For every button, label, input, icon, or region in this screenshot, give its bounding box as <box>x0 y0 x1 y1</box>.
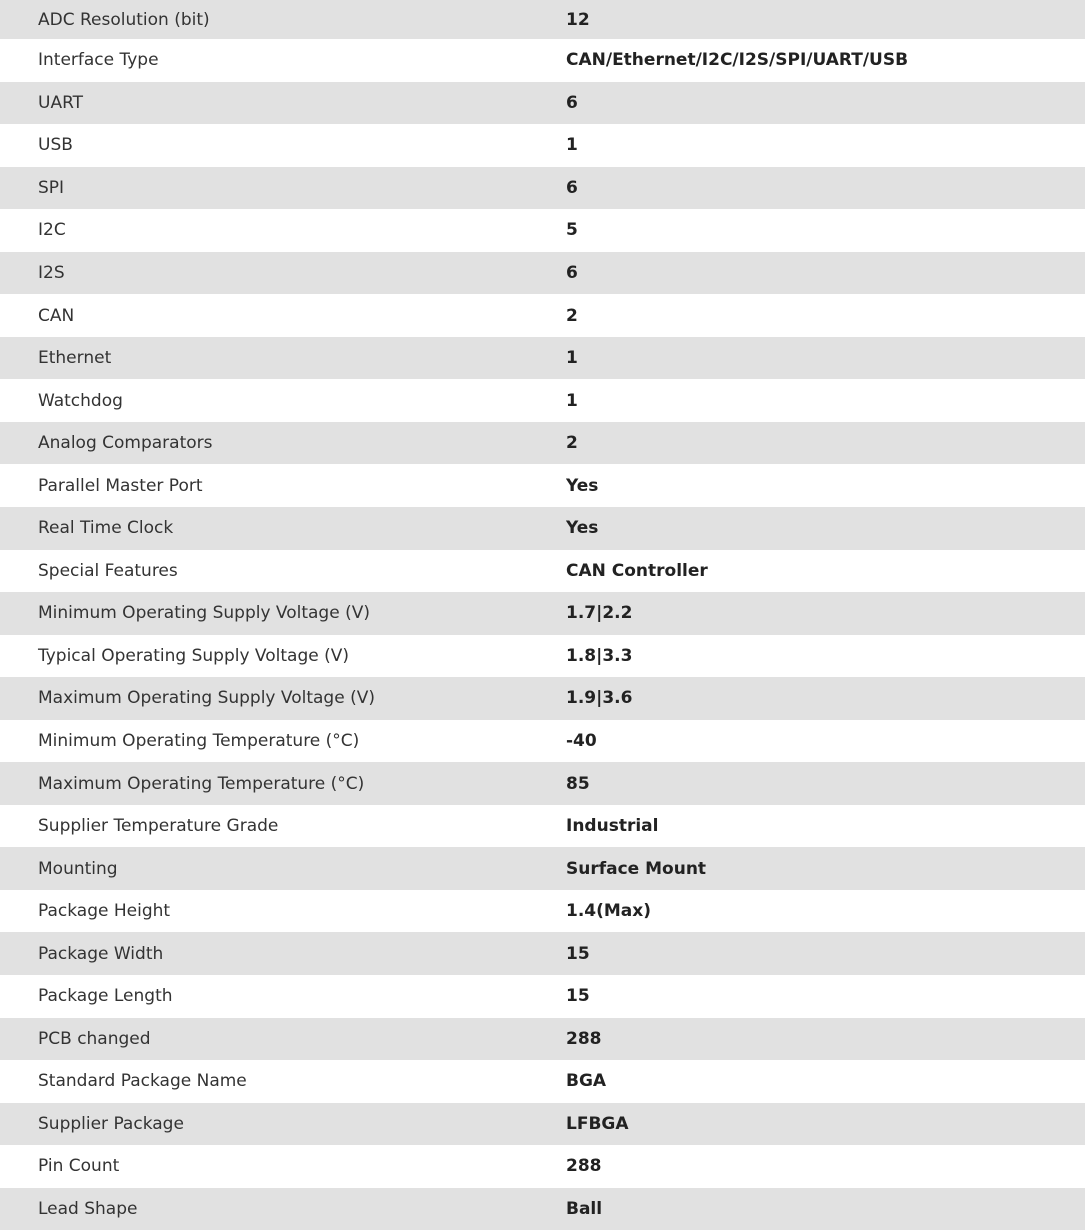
spec-attribute: Maximum Operating Temperature (°C) <box>38 773 365 794</box>
spec-value: 6 <box>566 263 578 283</box>
spec-row <box>0 1145 1085 1188</box>
spec-row <box>0 507 1085 550</box>
spec-row <box>0 379 1085 422</box>
spec-value: Ball <box>566 1199 603 1220</box>
spec-row <box>0 805 1085 848</box>
spec-attribute: USB <box>38 135 73 156</box>
spec-row <box>0 720 1085 763</box>
spec-attribute: Package Length <box>38 986 173 1007</box>
spec-row <box>0 762 1085 805</box>
spec-row <box>0 1018 1085 1061</box>
spec-row <box>0 550 1085 593</box>
spec-row <box>0 82 1085 125</box>
spec-row <box>0 422 1085 465</box>
spec-attribute: Supplier Package <box>38 1113 184 1134</box>
spec-attribute: Package Width <box>38 943 164 964</box>
spec-value: Yes <box>566 475 599 496</box>
spec-attribute: Pin Count <box>38 1156 120 1177</box>
spec-value: 6 <box>566 177 578 198</box>
spec-value: -40 <box>566 731 597 752</box>
spec-value: 288 <box>566 1028 602 1049</box>
spec-row <box>0 0 1085 39</box>
spec-row <box>0 1188 1085 1230</box>
spec-row <box>0 209 1085 252</box>
spec-value: 2 <box>566 433 578 454</box>
spec-value: 288 <box>566 1156 602 1177</box>
spec-attribute: Package Height <box>38 901 171 922</box>
spec-row <box>0 337 1085 380</box>
spec-value: 1 <box>566 348 578 369</box>
spec-attribute: Real Time Clock <box>38 518 174 539</box>
spec-attribute: Analog Comparators <box>38 433 213 454</box>
spec-value: BGA <box>566 1071 607 1092</box>
spec-row <box>0 677 1085 720</box>
spec-value: 1.4(Max) <box>566 901 652 922</box>
spec-attribute: Standard Package Name <box>38 1071 247 1092</box>
spec-attribute: Parallel Master Port <box>38 475 203 496</box>
spec-value: 5 <box>566 220 578 241</box>
spec-attribute: Ethernet <box>38 348 112 369</box>
spec-value: 12 <box>566 9 590 30</box>
spec-value: 1.8|3.3 <box>566 645 633 666</box>
spec-value: CAN Controller <box>566 560 708 581</box>
spec-attribute: Interface Type <box>38 50 159 71</box>
spec-attribute: I2C <box>38 220 66 241</box>
spec-row <box>0 890 1085 933</box>
spec-attribute: Lead Shape <box>38 1199 138 1220</box>
spec-value: 6 <box>566 92 578 113</box>
spec-value: 1 <box>566 135 578 156</box>
spec-row <box>0 932 1085 975</box>
spec-attribute: I2S <box>38 263 65 283</box>
spec-row <box>0 635 1085 678</box>
spec-value: LFBGA <box>566 1113 629 1134</box>
spec-attribute: Maximum Operating Supply Voltage (V) <box>38 688 375 709</box>
spec-attribute: Special Features <box>38 560 178 581</box>
spec-row <box>0 1103 1085 1146</box>
spec-attribute: CAN <box>38 305 75 326</box>
spec-row <box>0 975 1085 1018</box>
spec-value: CAN/Ethernet/I2C/I2S/SPI/UART/USB <box>566 50 909 71</box>
spec-row <box>0 252 1085 295</box>
spec-value: 15 <box>566 943 590 964</box>
spec-value: 85 <box>566 773 590 794</box>
spec-attribute: ADC Resolution (bit) <box>38 9 210 30</box>
spec-attribute: Minimum Operating Supply Voltage (V) <box>38 603 370 624</box>
spec-row <box>0 464 1085 507</box>
spec-value: 1.9|3.6 <box>566 688 633 709</box>
spec-attribute: Minimum Operating Temperature (°C) <box>38 731 360 752</box>
spec-value: 1 <box>566 390 578 411</box>
spec-attribute: Mounting <box>38 858 118 879</box>
spec-row <box>0 1060 1085 1103</box>
spec-value: Industrial <box>566 816 659 837</box>
spec-value: 1.7|2.2 <box>566 603 633 624</box>
spec-row <box>0 592 1085 635</box>
spec-row <box>0 847 1085 890</box>
spec-attribute: Typical Operating Supply Voltage (V) <box>38 645 349 666</box>
spec-row <box>0 294 1085 337</box>
spec-value: Surface Mount <box>566 858 707 879</box>
spec-attribute: Watchdog <box>38 390 123 411</box>
spec-row <box>0 167 1085 210</box>
spec-value: 2 <box>566 305 578 326</box>
spec-attribute: UART <box>38 92 84 113</box>
spec-value: 15 <box>566 986 590 1007</box>
spec-attribute: Supplier Temperature Grade <box>38 816 279 837</box>
spec-row <box>0 39 1085 82</box>
spec-attribute: SPI <box>38 177 65 198</box>
spec-row <box>0 124 1085 167</box>
spec-attribute: PCB changed <box>38 1028 151 1049</box>
spec-value: Yes <box>566 518 599 539</box>
